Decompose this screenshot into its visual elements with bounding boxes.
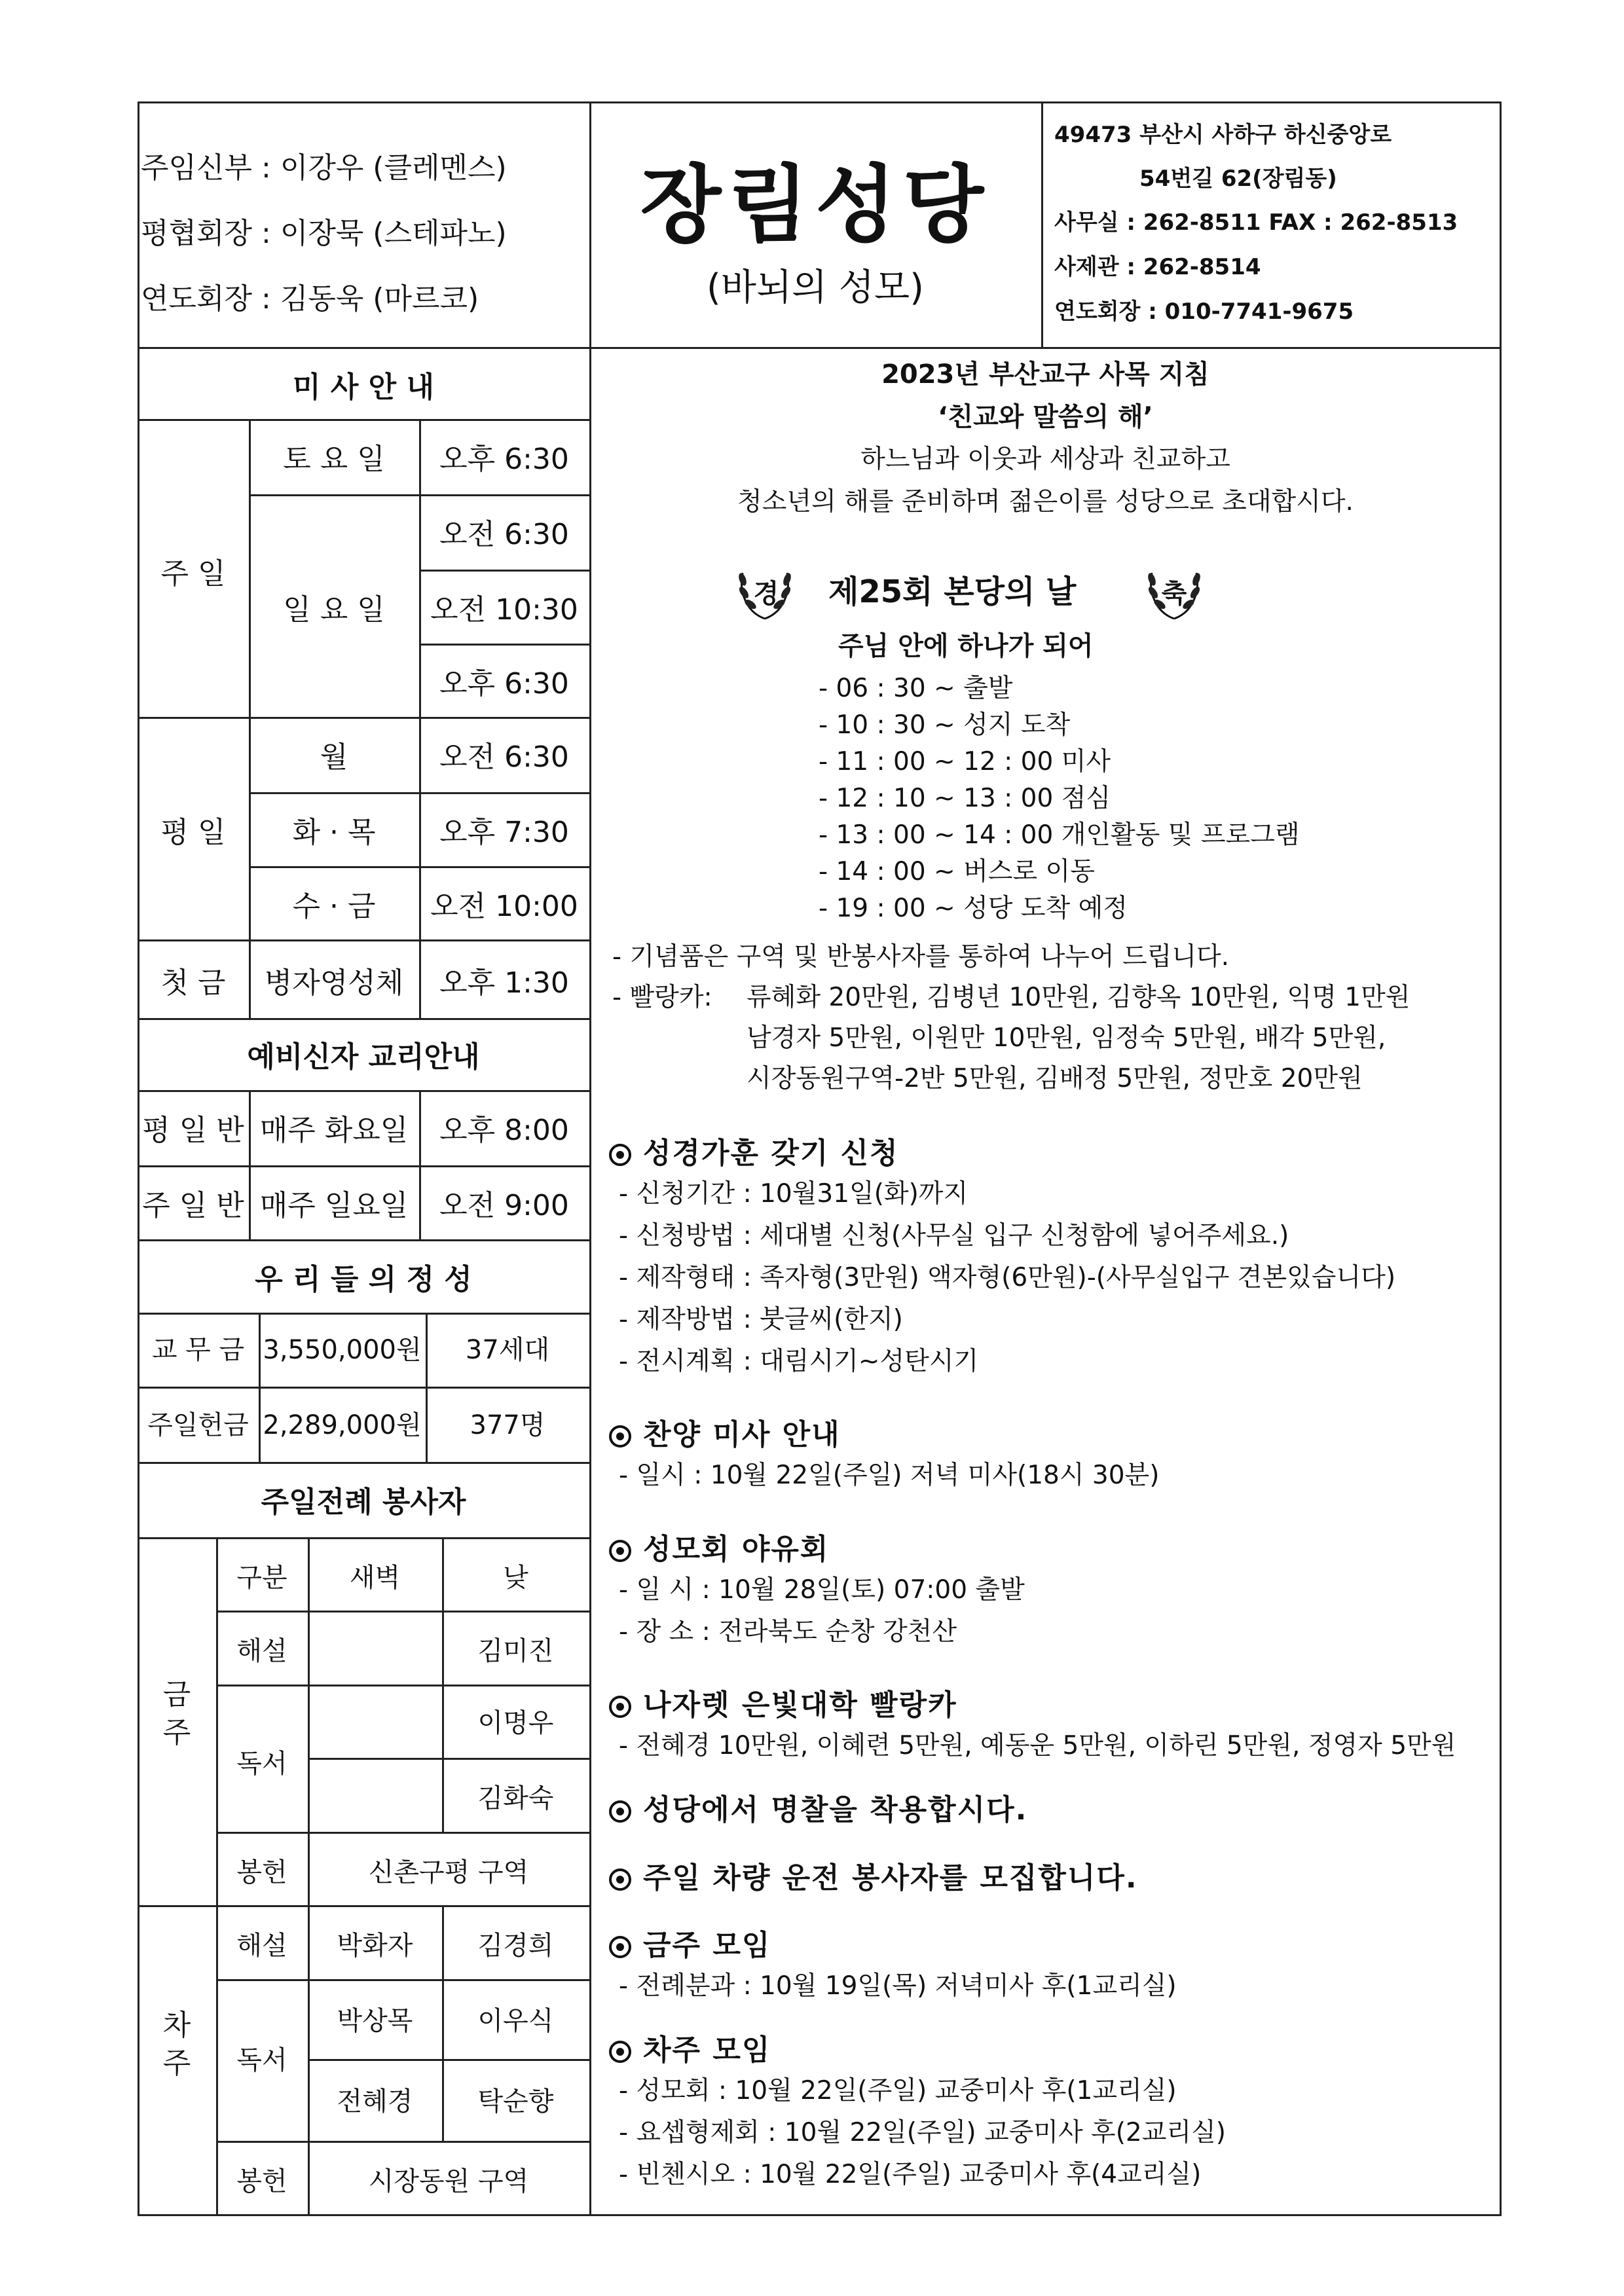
pastoral-line: 하느님과 이웃과 세상과 친교하고 xyxy=(860,445,1230,474)
reading-label: 독서 xyxy=(236,1749,287,1779)
offering-amount: 2,289,000원 xyxy=(263,1410,422,1440)
first-friday-time: 오후 1:30 xyxy=(439,966,569,1000)
offering-label: 봉헌 xyxy=(236,1857,287,1887)
section-line: - 일시 : 10월 22일(주일) 저녁 미사(18시 30분) xyxy=(619,1461,1160,1490)
reading-dawn: 전혜경 xyxy=(337,2086,413,2117)
schedule-item: - 11 : 00 ~ 12 : 00 미사 xyxy=(819,747,1111,776)
pastoral-motto: ‘친교와 말씀의 해’ xyxy=(938,402,1153,432)
section-line: - 장 소 : 전라북도 순창 강천산 xyxy=(619,1617,957,1647)
offering-group: 시장동원 구역 xyxy=(368,2166,529,2196)
bullet-icon xyxy=(609,1425,631,1448)
offering-label: 교 무 금 xyxy=(151,1335,245,1365)
weekday-day: 화 · 목 xyxy=(292,816,376,849)
liturgy-header-col0: 구분 xyxy=(236,1563,287,1593)
section-title-picnic: 성모회 야유회 xyxy=(609,1525,829,1567)
next-week-label: 차 주 xyxy=(162,2009,191,2080)
row-line xyxy=(138,1905,589,1907)
bullet-icon xyxy=(609,2041,631,2063)
church-patron: (바뇌의 성모) xyxy=(707,266,924,309)
header-divider-right xyxy=(1041,101,1043,347)
row-line xyxy=(419,644,589,646)
section-title-praise-mass: 찬양 미사 안내 xyxy=(609,1411,841,1453)
pastor-name: 주임신부 : 이강우 (클레멘스) xyxy=(141,151,507,185)
feast-title: 제25회 본당의 날 xyxy=(828,574,1077,610)
row-line xyxy=(308,2059,589,2061)
section-line: - 요셉형제회 : 10월 22일(주일) 교중미사 후(2교리실) xyxy=(619,2118,1226,2147)
row-line xyxy=(216,1832,589,1834)
row-line xyxy=(216,1979,589,1981)
row-line xyxy=(138,1165,589,1167)
donation-line: 시장동원구역-2반 5만원, 김배정 5만원, 정만호 20만원 xyxy=(747,1064,1363,1093)
weekday-time: 오후 7:30 xyxy=(439,816,569,849)
liturgy-header-col1: 새벽 xyxy=(349,1563,401,1593)
section-title-name-tag: 성당에서 명찰을 착용합시다. xyxy=(609,1786,1027,1828)
sunday-time: 오전 10:30 xyxy=(430,593,578,627)
reading-day: 이명우 xyxy=(477,1708,554,1738)
council-president: 평협회장 : 이장묵 (스테파노) xyxy=(141,217,507,250)
donation-line: 류혜화 20만원, 김병년 10만원, 김향옥 10만원, 익명 1만원 xyxy=(747,983,1411,1012)
sunday-time: 오전 6:30 xyxy=(439,518,569,551)
commentary-day: 김미진 xyxy=(477,1636,554,1666)
row-line xyxy=(249,494,589,496)
schedule-item: - 12 : 10 ~ 13 : 00 점심 xyxy=(819,784,1111,813)
reading-label: 독서 xyxy=(236,2045,287,2075)
souvenir-note: - 기념품은 구역 및 반봉사자를 통하여 나누어 드립니다. xyxy=(612,942,1230,972)
badge-right: 축 xyxy=(1161,579,1187,609)
weekday-day: 월 xyxy=(320,740,348,774)
year-president: 연도회장 : 김동욱 (마르코) xyxy=(141,282,479,316)
row-line xyxy=(216,2141,589,2143)
row-line xyxy=(138,1462,589,1464)
section-title-bible-motto: 성경가훈 갖기 신청 xyxy=(609,1129,899,1171)
offering-group: 신촌구평 구역 xyxy=(368,1857,529,1887)
row-line xyxy=(138,717,589,719)
catechumen-label: 평 일 반 xyxy=(142,1114,244,1147)
bullet-icon xyxy=(609,1936,631,1958)
section-title-this-week-meeting: 금주 모임 xyxy=(609,1922,771,1963)
weekday-day: 수 · 금 xyxy=(292,890,376,923)
offering-count: 37세대 xyxy=(465,1335,550,1365)
first-friday-label: 첫 금 xyxy=(160,966,226,1000)
weekday-time: 오전 6:30 xyxy=(439,740,569,774)
section-line: - 제작형태 : 족자형(3만원) 액자형(6만원)-(사무실입구 견본있습니다) xyxy=(619,1263,1396,1292)
row-line xyxy=(419,570,589,572)
sunday-day-label: 일 요 일 xyxy=(283,593,385,627)
bullet-icon xyxy=(609,1696,631,1718)
pastoral-line: 청소년의 해를 준비하며 젊은이를 성당으로 초대합시다. xyxy=(737,487,1354,517)
catechumen-label: 주 일 반 xyxy=(142,1189,244,1222)
liturgy-header-col2: 낮 xyxy=(503,1563,528,1593)
section-line: - 전시계획 : 대림시기~성탄시기 xyxy=(619,1347,979,1376)
reading-dawn: 박상목 xyxy=(337,2006,413,2036)
offering-count: 377명 xyxy=(470,1410,545,1440)
badge-left: 경 xyxy=(753,579,779,609)
first-friday-event: 병자영성체 xyxy=(264,966,404,1000)
section-line: - 제작방법 : 붓글씨(한지) xyxy=(619,1305,903,1334)
row-line xyxy=(138,1313,589,1315)
bullet-icon xyxy=(609,1800,631,1823)
feast-theme: 주님 안에 하나가 되어 xyxy=(838,631,1094,661)
section-line: - 신청기간 : 10월31일(화)까지 xyxy=(619,1179,969,1209)
row-line xyxy=(308,1758,589,1760)
section-line: - 성모회 : 10월 22일(주일) 교중미사 후(1교리실) xyxy=(619,2076,1177,2105)
commentary-label: 해설 xyxy=(236,1636,287,1666)
mass-guide-title: 미 사 안 내 xyxy=(293,371,434,404)
section-line: - 빈첸시오 : 10월 22일(주일) 교중미사 후(4교리실) xyxy=(619,2160,1202,2189)
address-line1: 49473 부산시 사하구 하신중앙로 xyxy=(1054,122,1392,148)
saturday-time: 오후 6:30 xyxy=(439,443,569,476)
saturday-label: 토 요 일 xyxy=(283,443,385,476)
row-line xyxy=(216,1685,589,1686)
pastoral-title: 2023년 부산교구 사목 지침 xyxy=(881,359,1209,390)
header-divider xyxy=(138,347,1502,349)
section-line: - 일 시 : 10월 28일(토) 07:00 출발 xyxy=(619,1575,1025,1605)
section-title-drivers: 주일 차량 운전 봉사자를 모집합니다. xyxy=(609,1854,1138,1896)
row-line xyxy=(138,1239,589,1241)
offering-label: 주일헌금 xyxy=(147,1410,249,1440)
reading-day: 이우식 xyxy=(477,2006,554,2036)
this-week-label: 금 주 xyxy=(162,1678,191,1749)
offerings-title: 우 리 들 의 정 성 xyxy=(255,1263,472,1296)
reading-day: 탁순향 xyxy=(477,2086,554,2117)
bullet-icon xyxy=(609,1144,631,1166)
row-line xyxy=(138,419,589,421)
office-phone: 사무실 : 262-8511 FAX : 262-8513 xyxy=(1054,210,1458,236)
catechumen-day: 매주 일요일 xyxy=(259,1189,409,1222)
address-line2: 54번길 62(장림동) xyxy=(1139,166,1337,192)
section-line: - 신청방법 : 세대별 신청(사무실 입구 신청함에 넣어주세요.) xyxy=(619,1221,1289,1250)
sunday-time: 오후 6:30 xyxy=(439,667,569,701)
row-line xyxy=(249,792,589,794)
section-line: - 전례분과 : 10월 19일(목) 저녁미사 후(1교리실) xyxy=(619,1971,1177,2001)
commentary-day: 김경희 xyxy=(477,1931,554,1961)
section-line: - 전혜경 10만원, 이혜련 5만원, 예동운 5만원, 이하린 5만원, 정영자 5만원 xyxy=(619,1731,1456,1760)
catechumen-title: 예비신자 교리안내 xyxy=(247,1040,480,1074)
schedule-item: - 06 : 30 ~ 출발 xyxy=(819,674,1013,703)
rectory-phone: 사제관 : 262-8514 xyxy=(1054,254,1261,280)
weekday-label: 평 일 xyxy=(160,816,226,849)
liturgy-title: 주일전례 봉사자 xyxy=(261,1485,466,1519)
row-line xyxy=(138,1387,589,1389)
bullet-icon xyxy=(609,1540,631,1562)
donation-line: 남경자 5만원, 이원만 10만원, 임정숙 5만원, 배각 5만원, xyxy=(747,1023,1386,1053)
offering-amount: 3,550,000원 xyxy=(263,1335,422,1365)
commentary-dawn: 박화자 xyxy=(337,1931,413,1961)
weekday-time: 오전 10:00 xyxy=(430,890,578,923)
year-president-phone: 연도회장 : 010-7741-9675 xyxy=(1054,299,1354,325)
schedule-item: - 10 : 30 ~ 성지 도착 xyxy=(819,710,1071,740)
section-title-next-week-meeting: 차주 모임 xyxy=(609,2026,771,2068)
bullet-icon xyxy=(609,1868,631,1891)
row-line xyxy=(138,939,589,941)
schedule-item: - 19 : 00 ~ 성당 도착 예정 xyxy=(819,894,1128,923)
schedule-item: - 13 : 00 ~ 14 : 00 개인활동 및 프로그램 xyxy=(819,820,1300,850)
section-title-silver-college: 나자렛 은빛대학 빨랑카 xyxy=(609,1681,957,1723)
row-line xyxy=(138,1018,589,1020)
schedule-item: - 14 : 00 ~ 버스로 이동 xyxy=(819,857,1095,886)
commentary-label: 해설 xyxy=(236,1931,287,1961)
sunday-label: 주 일 xyxy=(160,557,226,591)
row-line xyxy=(138,1537,589,1539)
reading-day: 김화숙 xyxy=(477,1783,554,1813)
donation-label: - 빨랑카: xyxy=(612,983,712,1012)
row-line xyxy=(249,866,589,868)
church-name: 장림성당 xyxy=(640,156,991,254)
catechumen-time: 오후 8:00 xyxy=(439,1114,569,1147)
offering-label: 봉헌 xyxy=(236,2166,287,2196)
catechumen-time: 오전 9:00 xyxy=(439,1189,569,1222)
row-line xyxy=(216,1611,589,1613)
row-line xyxy=(138,1090,589,1092)
catechumen-day: 매주 화요일 xyxy=(259,1114,409,1147)
